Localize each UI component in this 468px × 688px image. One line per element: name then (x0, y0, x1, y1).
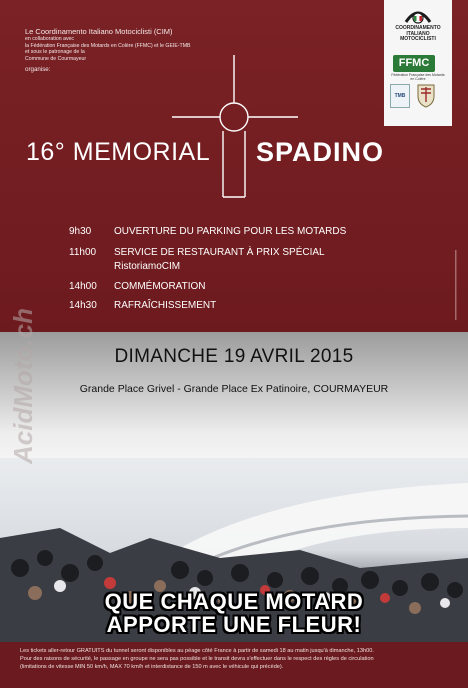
schedule-time: 14h00 (69, 281, 97, 292)
schedule-text: RistoriamoCIM (114, 261, 181, 272)
ffmc-logo: FFMC (393, 55, 435, 72)
intro-line-5: Commune de Courmayeur (25, 55, 87, 62)
watermark-text: AcidMoto.ch (8, 308, 38, 464)
event-date: DIMANCHE 19 AVRIL 2015 (114, 346, 354, 367)
slogan-line-2: APPORTE UNE FLEUR! (106, 612, 362, 637)
schedule-row (69, 281, 205, 292)
footer-line-3: (limitations de vitesse MIN 50 km/h, MAX 70 km/h et interdistance de 150 m avec le véhicule qui précède). (20, 664, 284, 670)
title-spadino: SPADINO (256, 137, 385, 167)
intro-line-3: la Fédération Française des Motards en Colère (FFMC) et le GEIE-TMB (25, 42, 191, 49)
schedule-text: OUVERTURE DU PARKING POUR LES MOTARDS (114, 226, 347, 237)
footer-text (20, 647, 450, 671)
schedule-row (69, 261, 180, 272)
intro-line-2: en collaboration avec (25, 36, 75, 42)
footer-notice (0, 642, 468, 688)
event-place: Grande Place Grivel - Grande Place Ex Patinoire, COURMAYEUR (79, 383, 389, 395)
schedule-text: RAFRAÎCHISSEMENT (114, 300, 217, 311)
schedule-time: 11h00 (69, 247, 97, 258)
schedule-text: COMMÉMORATION (114, 281, 206, 292)
footer-line-2: Pour des raisons de sécurité, le passage en groupe ne sera pas possible et le transit devra s'effectuer dans le respect des règles de circulation (20, 656, 374, 662)
tmb-logo: TMB (390, 84, 410, 108)
schedule-text: SERVICE DE RESTAURANT À PRIX SPÉCIAL (114, 247, 325, 258)
header-panel (0, 0, 468, 332)
intro-line-1: Le Coordinamento Italiano Motociclisti (CIM) (25, 27, 173, 36)
schedule-row (69, 247, 325, 258)
schedule-row (69, 300, 216, 311)
schedule-row (69, 226, 346, 237)
cim-logo-text: COORDINAMENTO ITALIANO MOTOCICLISTI (395, 25, 441, 42)
schedule-time: 9h30 (69, 226, 92, 237)
photo-credit-mark (452, 250, 460, 320)
intro-line-4: et sous le patronage de la (25, 49, 85, 55)
footer-line-1: Les tickets aller-retour GRATUITS du tunnel seront disponibles au péage côté France à partir de samedi 18 au matin jusqu'à dimanche, 13h00. (20, 648, 374, 654)
schedule-time: 14h30 (69, 300, 97, 311)
intro-organise: organise: (25, 66, 51, 73)
ffmc-logo-sub: Fédération Française des Motards en Colère (391, 73, 445, 81)
watermark-logo (8, 228, 42, 468)
title-memorial: 16° MEMORIAL (26, 138, 211, 166)
slogan-line-1: QUE CHAQUE MOTARD (104, 589, 364, 614)
